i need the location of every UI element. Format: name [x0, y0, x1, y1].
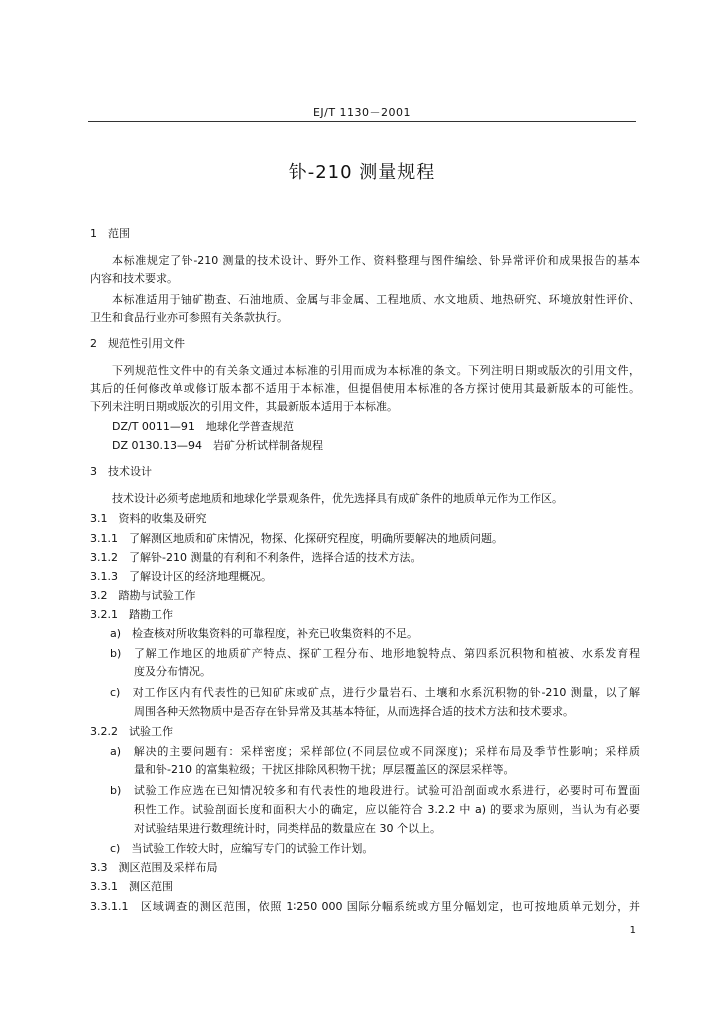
clause-line: 3.1.1 了解测区地质和矿床情况，物探、化探研究程度，明确所要解决的地质问题。 — [90, 532, 503, 545]
header-rule — [88, 121, 636, 122]
list-item: a) 解决的主要问题有：采样密度；采样部位(不同层位或不同深度)；采样布局及季节性影响；采样质 — [110, 745, 640, 758]
paragraph-line: 其后的任何修改单或修订版本都不适用于本标准，但提倡使用本标准的各方探讨使用其最新版本的可能性。 — [90, 382, 640, 395]
paragraph-line: 下列未注明日期或版次的引用文件，其最新版本适用于本标准。 — [90, 400, 398, 413]
paragraph-line: 本标准适用于铀矿勘查、石油地质、金属与非金属、工程地质、水文地质、地热研究、环境放射性评价、 — [112, 293, 640, 306]
section-heading-1: 1 范围 — [90, 227, 130, 240]
paragraph-line: 本标准规定了钋-210 测量的技术设计、野外工作、资料整理与图件编绘、钋异常评价和成果报告的基本 — [112, 254, 640, 267]
subsection-heading: 3.3 测区范围及采样布局 — [90, 861, 218, 874]
list-item-continuation: 周围各种天然物质中是否存在钋异常及其基本特征，从而选择合适的技术方法和技术要求。 — [134, 705, 574, 718]
clause-line: 3.3.1.1 区域调查的测区范围，依照 1∶250 000 国际分幅系统或方里分幅划定，也可按地质单元划分，并 — [90, 900, 640, 913]
reference-item: DZ 0130.13—94 岩矿分析试样制备规程 — [112, 439, 323, 452]
list-item: b) 了解工作地区的地质矿产特点、探矿工程分布、地形地貌特点、第四系沉积物和植被、水系发育程 — [110, 647, 640, 660]
paragraph-line: 下列规范性文件中的有关条文通过本标准的引用而成为本标准的条文。下列注明日期或版次的引用文件， — [112, 364, 640, 377]
paragraph-line: 技术设计必须考虑地质和地球化学景观条件，优先选择具有成矿条件的地质单元作为工作区。 — [112, 492, 563, 505]
subsection-heading: 3.1 资料的收集及研究 — [90, 512, 207, 525]
clause-heading: 3.2.2 试验工作 — [90, 725, 173, 738]
list-item-continuation: 度及分布情况。 — [134, 665, 211, 678]
list-item-continuation: 量和钋-210 的富集粒级；干扰区排除风积物干扰；厚层覆盖区的深层采样等。 — [134, 763, 515, 776]
paragraph-line: 内容和技术要求。 — [90, 272, 178, 285]
reference-item: DZ/T 0011—91 地球化学普查规范 — [112, 420, 294, 433]
list-item: a) 检查核对所收集资料的可靠程度，补充已收集资料的不足。 — [110, 627, 419, 640]
list-item: c) 对工作区内有代表性的已知矿床或矿点，进行少量岩石、土壤和水系沉积物的钋-210 测量，以了解 — [110, 686, 640, 699]
clause-heading: 3.3.1 测区范围 — [90, 880, 173, 893]
clause-heading: 3.2.1 踏勘工作 — [90, 608, 173, 621]
list-item: b) 试验工作应选在已知情况较多和有代表性的地段进行。试验可沿剖面或水系进行，必要时可布置面 — [110, 784, 640, 797]
list-item-continuation: 积性工作。试验剖面长度和面积大小的确定，应以能符合 3.2.2 中 a) 的要求为原则，当认为有必要 — [134, 803, 640, 816]
header-standard-code: EJ/T 1130－2001 — [312, 106, 412, 119]
section-heading-3: 3 技术设计 — [90, 465, 152, 478]
paragraph-line: 卫生和食品行业亦可参照有关条款执行。 — [90, 311, 288, 324]
page-title: 钋-210 测量规程 — [288, 162, 436, 183]
list-item-continuation: 对试验结果进行数理统计时，同类样品的数量应在 30 个以上。 — [134, 822, 441, 835]
page-number: 1 — [629, 925, 636, 936]
subsection-heading: 3.2 踏勘与试验工作 — [90, 589, 196, 602]
clause-line: 3.1.2 了解钋-210 测量的有利和不利条件，选择合适的技术方法。 — [90, 551, 422, 564]
clause-line: 3.1.3 了解设计区的经济地理概况。 — [90, 570, 272, 583]
list-item: c) 当试验工作较大时，应编写专门的试验工作计划。 — [110, 842, 374, 855]
section-heading-2: 2 规范性引用文件 — [90, 337, 185, 350]
